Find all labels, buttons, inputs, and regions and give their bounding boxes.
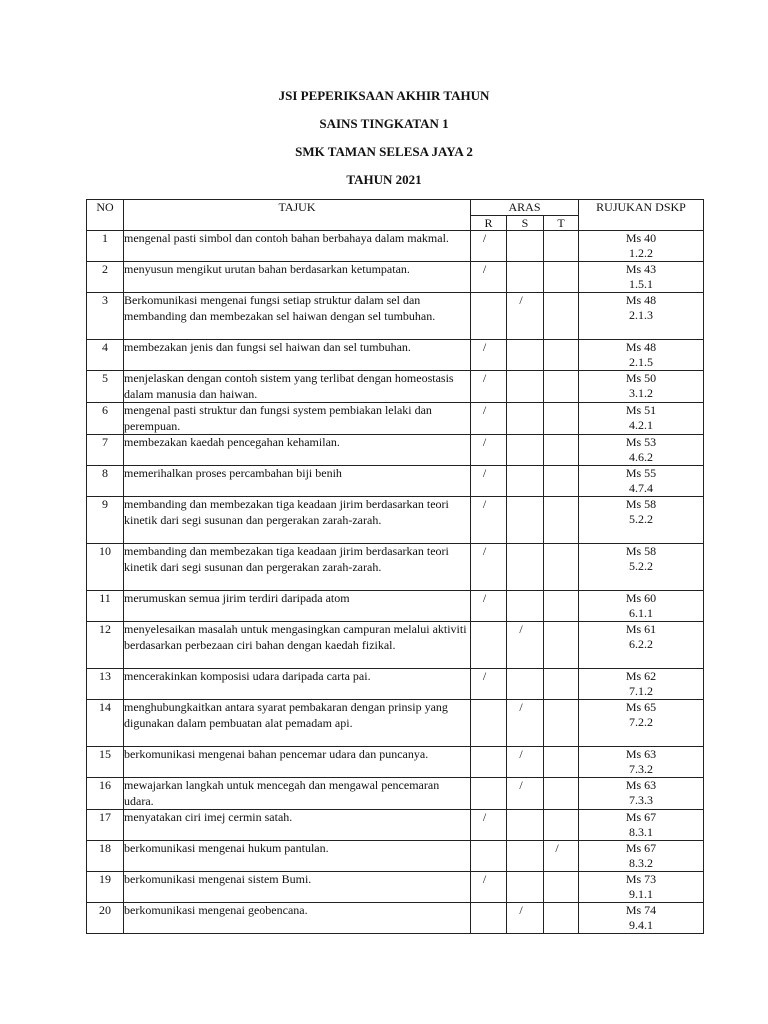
- row-aras-r: [471, 778, 507, 810]
- row-aras-s: [507, 778, 544, 810]
- rujukan-page: Ms 48: [625, 293, 657, 307]
- row-aras-r: [471, 841, 507, 872]
- row-aras-t: [544, 841, 579, 872]
- row-aras-t: [544, 903, 579, 934]
- aras-r-mark: /: [482, 497, 487, 511]
- row-tajuk: mengenal pasti struktur dan fungsi system pembiakan lelaki dan perempuan.: [124, 403, 471, 435]
- row-number: 18: [87, 841, 124, 872]
- row-aras-t: [544, 262, 579, 293]
- rujukan-code: 8.3.1: [629, 824, 654, 839]
- rujukan-code: 7.2.2: [629, 714, 654, 729]
- row-aras-t: [544, 591, 579, 622]
- row-tajuk: membezakan kaedah pencegahan kehamilan.: [124, 435, 471, 466]
- row-tajuk: berkomunikasi mengenai geobencana.: [124, 903, 471, 934]
- aras-s-mark: /: [519, 747, 523, 761]
- row-aras-t: [544, 435, 579, 466]
- row-rujukan: [579, 466, 704, 497]
- aras-s-mark: /: [519, 293, 523, 307]
- table-row: [87, 700, 704, 747]
- aras-r-mark: /: [482, 591, 487, 605]
- row-aras-t: [544, 371, 579, 403]
- table-row: [87, 435, 704, 466]
- aras-r-mark: /: [482, 466, 487, 480]
- row-tajuk: memerihalkan proses percambahan biji benih: [124, 466, 471, 497]
- table-row: [87, 231, 704, 262]
- row-aras-r: [471, 497, 507, 544]
- rujukan-page: Ms 73: [625, 872, 657, 886]
- table-row: [87, 747, 704, 778]
- table-row: [87, 872, 704, 903]
- aras-r-mark: /: [482, 669, 487, 683]
- table-row: [87, 669, 704, 700]
- row-aras-s: [507, 466, 544, 497]
- row-tajuk: mewajarkan langkah untuk mencegah dan mengawal pencemaran udara.: [124, 778, 471, 810]
- row-aras-r: [471, 810, 507, 841]
- aras-r-mark: /: [482, 231, 487, 245]
- row-number: 6: [87, 403, 124, 435]
- rujukan-page: Ms 61: [625, 622, 657, 636]
- row-aras-t: [544, 403, 579, 435]
- row-number: 5: [87, 371, 124, 403]
- row-number: 19: [87, 872, 124, 903]
- row-aras-r: [471, 371, 507, 403]
- row-tajuk: berkomunikasi mengenai sistem Bumi.: [124, 872, 471, 903]
- rujukan-code: 5.2.2: [629, 558, 654, 573]
- row-aras-r: [471, 293, 507, 340]
- row-aras-s: [507, 622, 544, 669]
- table-row: [87, 903, 704, 934]
- row-tajuk: berkomunikasi mengenai hukum pantulan.: [124, 841, 471, 872]
- aras-r-mark: /: [482, 435, 487, 449]
- row-aras-t: [544, 466, 579, 497]
- title-line-4: TAHUN 2021: [346, 172, 422, 187]
- table-row: [87, 293, 704, 340]
- row-tajuk: mengenal pasti simbol dan contoh bahan berbahaya dalam makmal.: [124, 231, 471, 262]
- row-number: 16: [87, 778, 124, 810]
- row-number: 7: [87, 435, 124, 466]
- row-rujukan: [579, 262, 704, 293]
- row-aras-r: [471, 466, 507, 497]
- rujukan-page: Ms 55: [625, 466, 657, 480]
- row-aras-s: [507, 371, 544, 403]
- jsi-table: [86, 199, 704, 934]
- row-rujukan: [579, 841, 704, 872]
- rujukan-code: 3.1.2: [629, 385, 654, 400]
- row-aras-s: [507, 810, 544, 841]
- row-aras-s: [507, 872, 544, 903]
- row-number: 1: [87, 231, 124, 262]
- row-tajuk: Berkomunikasi mengenai fungsi setiap struktur dalam sel dan membanding dan membezakan sel haiwan dengan sel tumbuhan.: [124, 293, 471, 340]
- rujukan-page: Ms 51: [625, 403, 657, 417]
- rujukan-page: Ms 53: [625, 435, 657, 449]
- rujukan-page: Ms 65: [625, 700, 657, 714]
- aras-r-mark: /: [482, 340, 487, 354]
- rujukan-code: 7.1.2: [629, 683, 654, 698]
- row-rujukan: [579, 544, 704, 591]
- table-row: [87, 591, 704, 622]
- rujukan-code: 2.1.3: [629, 307, 654, 322]
- aras-r-mark: /: [482, 403, 487, 417]
- row-rujukan: [579, 622, 704, 669]
- row-aras-r: [471, 544, 507, 591]
- row-tajuk: berkomunikasi mengenai bahan pencemar udara dan puncanya.: [124, 747, 471, 778]
- row-aras-r: [471, 591, 507, 622]
- row-tajuk: mencerakinkan komposisi udara daripada carta pai.: [124, 669, 471, 700]
- row-aras-t: [544, 544, 579, 591]
- aras-r-mark: /: [482, 872, 487, 886]
- aras-s-mark: /: [519, 903, 523, 917]
- row-aras-s: [507, 544, 544, 591]
- row-rujukan: [579, 371, 704, 403]
- row-rujukan: [579, 435, 704, 466]
- table-row: [87, 371, 704, 403]
- rujukan-page: Ms 50: [625, 371, 657, 385]
- rujukan-code: 6.1.1: [629, 605, 654, 620]
- rujukan-page: Ms 48: [625, 340, 657, 354]
- col-header-aras: ARAS: [471, 200, 579, 216]
- aras-s-mark: /: [519, 778, 523, 792]
- row-aras-s: [507, 497, 544, 544]
- col-header-rujukan: RUJUKAN DSKP: [579, 200, 704, 231]
- rujukan-code: 5.2.2: [629, 511, 654, 526]
- row-tajuk: menghubungkaitkan antara syarat pembakaran dengan prinsip yang digunakan dalam pembuatan alat pemadam api.: [124, 700, 471, 747]
- row-number: 4: [87, 340, 124, 371]
- row-rujukan: [579, 747, 704, 778]
- table-row: [87, 622, 704, 669]
- col-header-aras-r: R: [471, 216, 507, 231]
- rujukan-page: Ms 40: [625, 231, 657, 245]
- col-header-tajuk: TAJUK: [124, 200, 471, 231]
- row-tajuk: menjelaskan dengan contoh sistem yang terlibat dengan homeostasis dalam manusia dan haiwan.: [124, 371, 471, 403]
- row-aras-t: [544, 700, 579, 747]
- rujukan-page: Ms 67: [625, 810, 657, 824]
- row-number: 2: [87, 262, 124, 293]
- row-tajuk: menyatakan ciri imej cermin satah.: [124, 810, 471, 841]
- rujukan-page: Ms 58: [625, 544, 657, 558]
- row-aras-s: [507, 293, 544, 340]
- row-aras-s: [507, 435, 544, 466]
- row-aras-s: [507, 403, 544, 435]
- document-header: [0, 86, 768, 198]
- row-aras-r: [471, 903, 507, 934]
- row-number: 20: [87, 903, 124, 934]
- rujukan-code: 4.2.1: [629, 417, 654, 432]
- table-row: [87, 810, 704, 841]
- aras-t-mark: /: [555, 841, 559, 855]
- row-aras-t: [544, 622, 579, 669]
- aras-r-mark: /: [482, 544, 487, 558]
- aras-s-mark: /: [519, 622, 523, 636]
- rujukan-code: 7.3.2: [629, 761, 654, 776]
- rujukan-page: Ms 74: [625, 903, 657, 917]
- row-rujukan: [579, 231, 704, 262]
- row-number: 13: [87, 669, 124, 700]
- table-row: [87, 497, 704, 544]
- row-rujukan: [579, 591, 704, 622]
- row-tajuk: merumuskan semua jirim terdiri daripada atom: [124, 591, 471, 622]
- rujukan-page: Ms 63: [625, 747, 657, 761]
- aras-r-mark: /: [482, 810, 487, 824]
- rujukan-code: 8.3.2: [629, 855, 654, 870]
- rujukan-code: 2.1.5: [629, 354, 654, 369]
- row-number: 14: [87, 700, 124, 747]
- table-row: [87, 466, 704, 497]
- row-aras-s: [507, 669, 544, 700]
- row-tajuk: menyelesaikan masalah untuk mengasingkan campuran melalui aktiviti berdasarkan perbezaan ciri bahan dengan kaedah fizikal.: [124, 622, 471, 669]
- row-number: 11: [87, 591, 124, 622]
- aras-s-mark: /: [519, 700, 523, 714]
- col-header-aras-s: S: [507, 216, 544, 231]
- aras-r-mark: /: [482, 371, 487, 385]
- title-line-3: SMK TAMAN SELESA JAYA 2: [295, 144, 473, 159]
- row-number: 12: [87, 622, 124, 669]
- row-number: 3: [87, 293, 124, 340]
- row-tajuk: membanding dan membezakan tiga keadaan jirim berdasarkan teori kinetik dari segi susunan dan pergerakan zarah-zarah.: [124, 497, 471, 544]
- row-aras-t: [544, 747, 579, 778]
- row-number: 8: [87, 466, 124, 497]
- row-aras-r: [471, 669, 507, 700]
- row-rujukan: [579, 340, 704, 371]
- rujukan-code: 4.7.4: [629, 480, 654, 495]
- row-rujukan: [579, 497, 704, 544]
- row-aras-t: [544, 231, 579, 262]
- row-tajuk: membanding dan membezakan tiga keadaan jirim berdasarkan teori kinetik dari segi susunan dan pergerakan zarah-zarah.: [124, 544, 471, 591]
- row-aras-r: [471, 872, 507, 903]
- row-aras-r: [471, 700, 507, 747]
- row-aras-s: [507, 340, 544, 371]
- row-rujukan: [579, 293, 704, 340]
- row-aras-s: [507, 231, 544, 262]
- row-aras-t: [544, 872, 579, 903]
- row-aras-s: [507, 591, 544, 622]
- table-row: [87, 403, 704, 435]
- row-number: 17: [87, 810, 124, 841]
- row-aras-s: [507, 841, 544, 872]
- col-header-no: NO: [87, 200, 124, 231]
- title-line-1: JSI PEPERIKSAAN AKHIR TAHUN: [278, 88, 490, 103]
- row-rujukan: [579, 778, 704, 810]
- rujukan-code: 4.6.2: [629, 449, 654, 464]
- rujukan-code: 7.3.3: [629, 792, 654, 807]
- row-number: 15: [87, 747, 124, 778]
- rujukan-page: Ms 63: [625, 778, 657, 792]
- rujukan-page: Ms 58: [625, 497, 657, 511]
- title-line-2: SAINS TINGKATAN 1: [319, 116, 449, 131]
- row-aras-s: [507, 700, 544, 747]
- table-row: [87, 262, 704, 293]
- aras-r-mark: /: [482, 262, 487, 276]
- row-rujukan: [579, 669, 704, 700]
- row-aras-r: [471, 262, 507, 293]
- table-row: [87, 340, 704, 371]
- rujukan-code: 6.2.2: [629, 636, 654, 651]
- table-row: [87, 841, 704, 872]
- row-tajuk: menyusun mengikut urutan bahan berdasarkan ketumpatan.: [124, 262, 471, 293]
- row-aras-t: [544, 669, 579, 700]
- row-aras-r: [471, 403, 507, 435]
- rujukan-code: 9.4.1: [629, 917, 654, 932]
- col-header-aras-t: T: [544, 216, 579, 231]
- row-aras-r: [471, 231, 507, 262]
- row-rujukan: [579, 903, 704, 934]
- row-aras-r: [471, 747, 507, 778]
- table-row: [87, 778, 704, 810]
- rujukan-code: 1.5.1: [629, 276, 654, 291]
- row-rujukan: [579, 810, 704, 841]
- row-tajuk: membezakan jenis dan fungsi sel haiwan dan sel tumbuhan.: [124, 340, 471, 371]
- row-number: 9: [87, 497, 124, 544]
- row-aras-t: [544, 778, 579, 810]
- row-aras-s: [507, 262, 544, 293]
- row-aras-r: [471, 340, 507, 371]
- rujukan-code: 9.1.1: [629, 886, 654, 901]
- row-aras-t: [544, 293, 579, 340]
- table-row: [87, 544, 704, 591]
- row-aras-t: [544, 497, 579, 544]
- rujukan-page: Ms 43: [625, 262, 657, 276]
- rujukan-code: 1.2.2: [629, 245, 654, 260]
- row-aras-r: [471, 622, 507, 669]
- rujukan-page: Ms 60: [625, 591, 657, 605]
- table-body: [87, 231, 704, 934]
- row-aras-t: [544, 810, 579, 841]
- row-rujukan: [579, 872, 704, 903]
- row-rujukan: [579, 700, 704, 747]
- rujukan-page: Ms 67: [625, 841, 657, 855]
- rujukan-page: Ms 62: [625, 669, 657, 683]
- row-rujukan: [579, 403, 704, 435]
- row-aras-r: [471, 435, 507, 466]
- row-aras-t: [544, 340, 579, 371]
- row-aras-s: [507, 903, 544, 934]
- row-aras-s: [507, 747, 544, 778]
- row-number: 10: [87, 544, 124, 591]
